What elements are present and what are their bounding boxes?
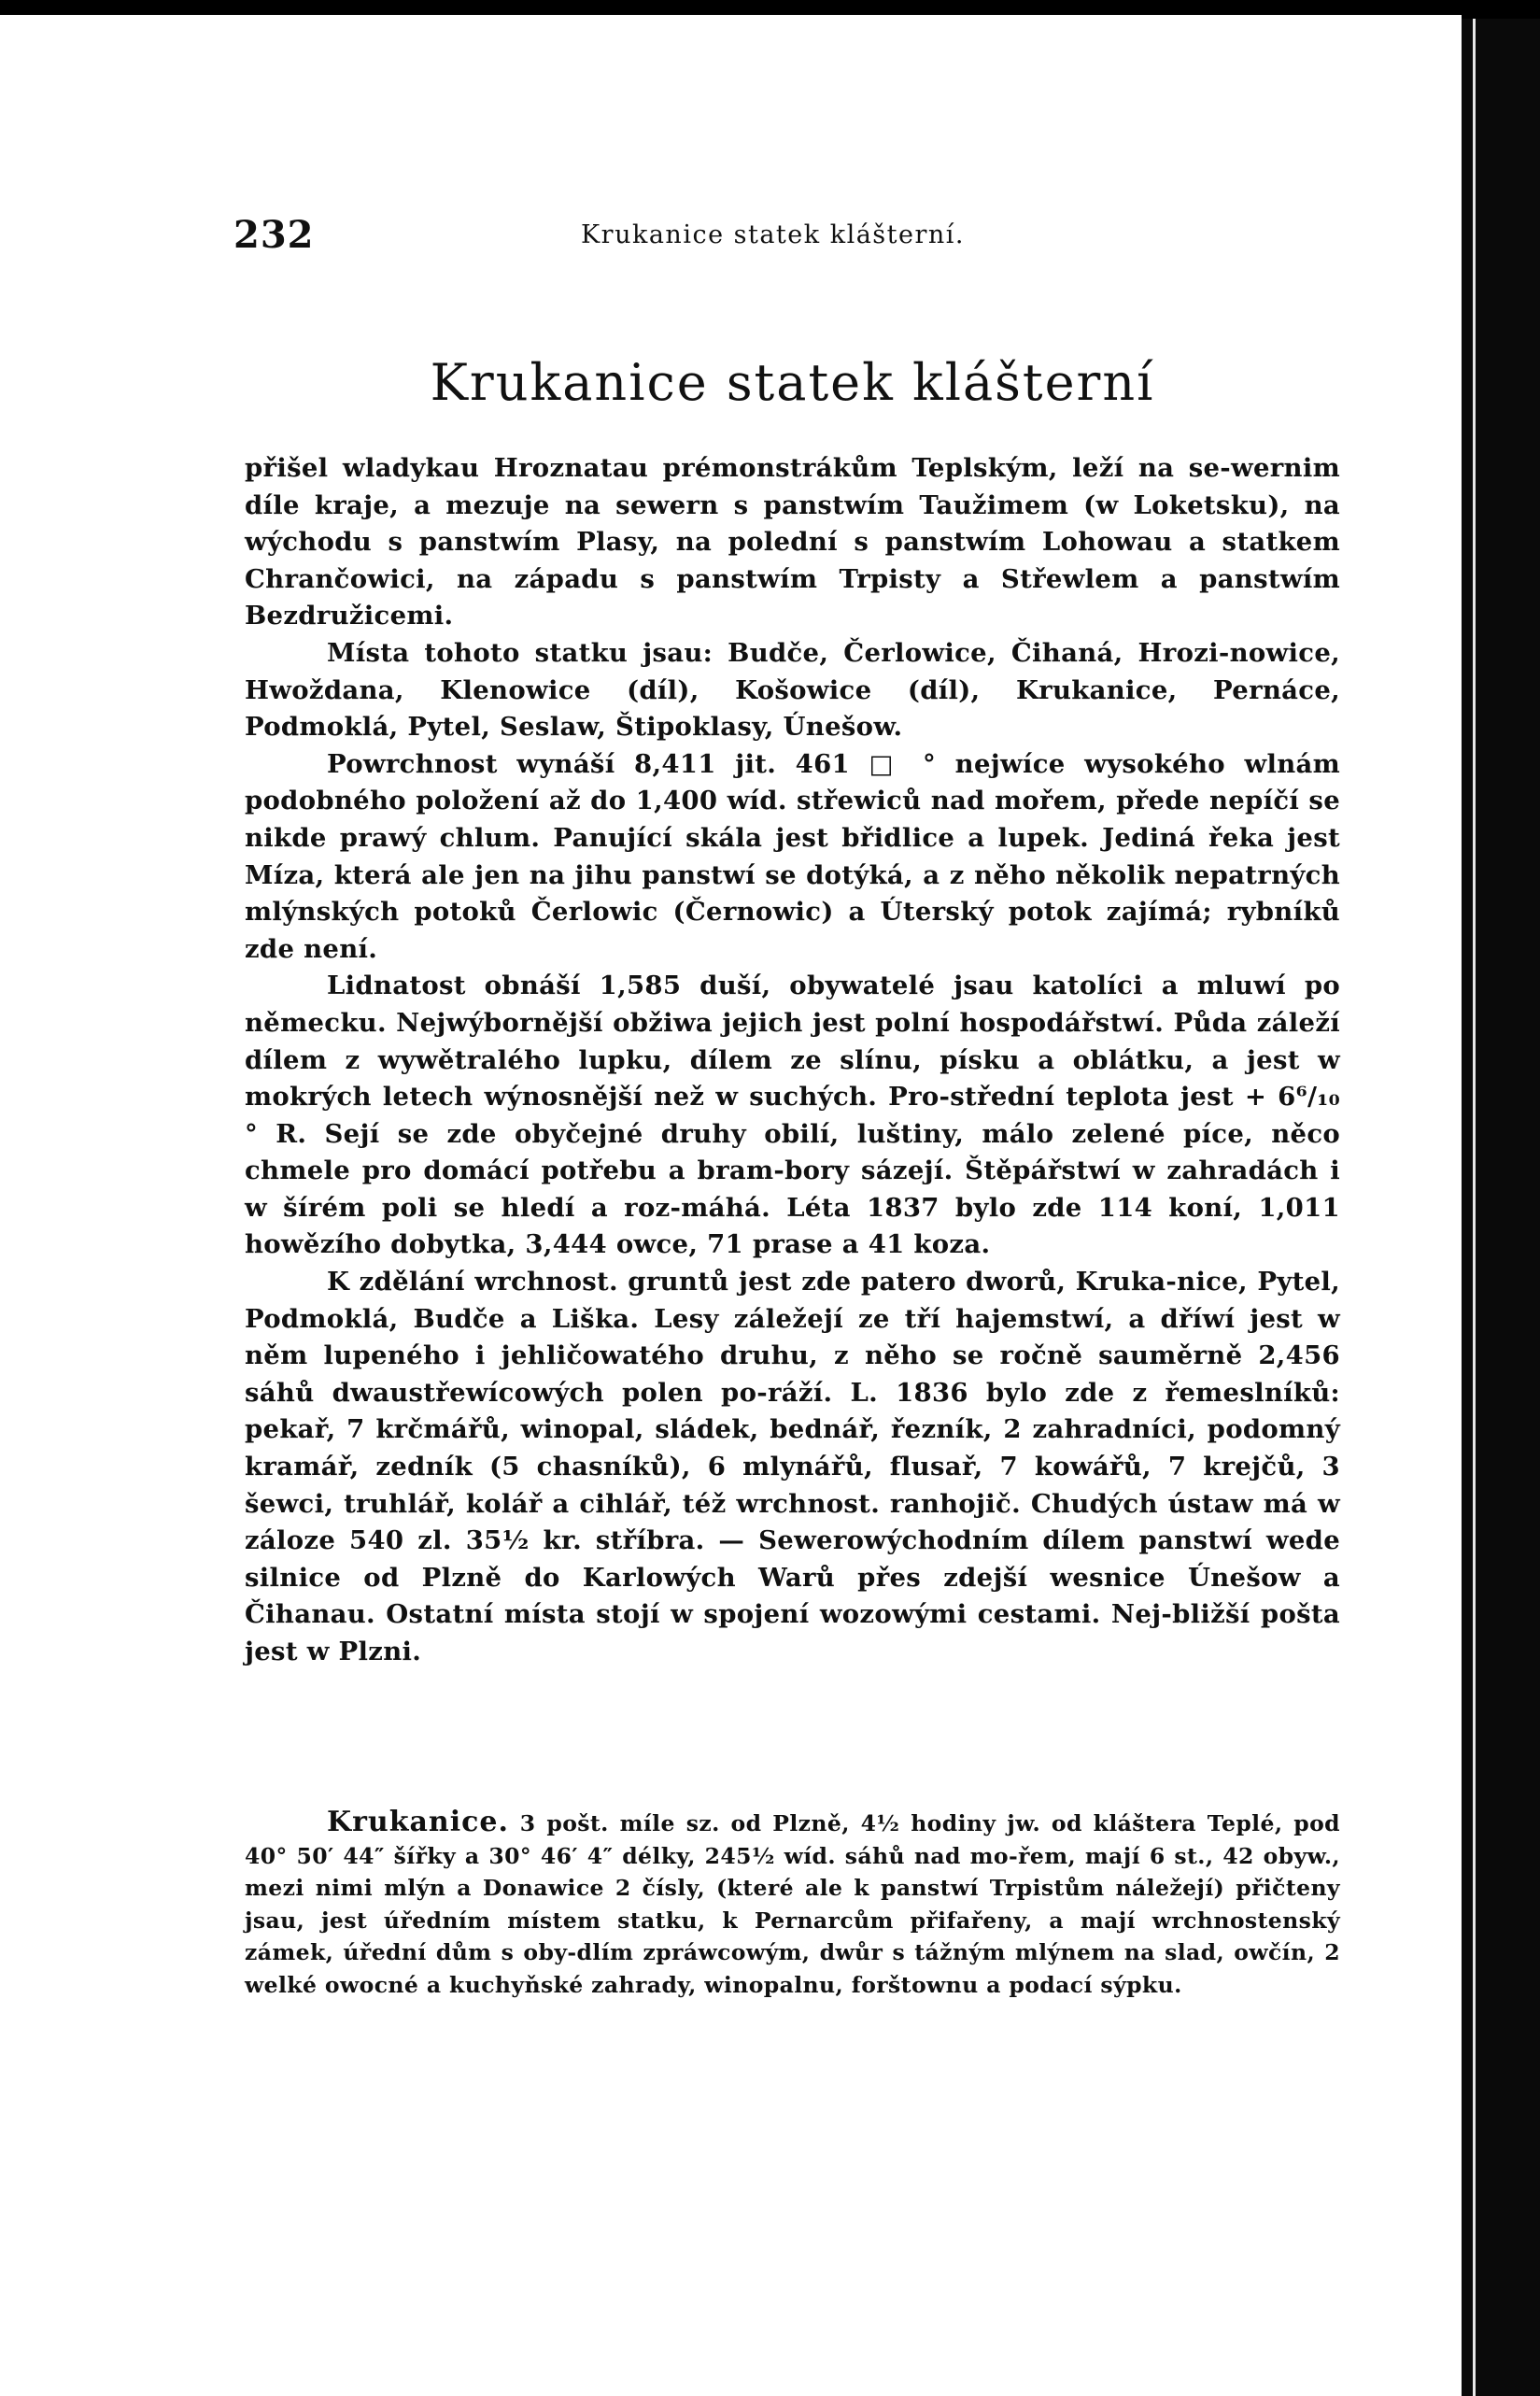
book-page xyxy=(0,15,1462,2396)
next-page-edge xyxy=(1473,19,1476,2396)
page-number: 232 xyxy=(233,213,315,257)
paragraph-boundaries: přišel wladykau Hroznatau prémonstrákům Teplským, leží na se-wernim díle kraje, a mezuje na sewern s panstwím Taužimem (w Loketsku), na wýchodu s panstwím Plasy, na polední s panstwím Lohowau a statkem Chrančowici, na západu s panstwím Trpisty a Střewlem a panstwím Bezdružicemi. xyxy=(245,453,1340,631)
body-text xyxy=(245,450,1340,1671)
paragraph-economy: K zdělání wrchnost. gruntů jest zde patero dworů, Kruka-nice, Pytel, Podmoklá, Budče a Liška. Lesy záležejí ze tří hajemstwí, a dříwí jest w něm lupeného i jehličowatého druhu, z něho se ročně sauměrně 2,456 sáhů dwaustřewícowých polen po-ráží. L. 1836 bylo zde z řemeslníků: pekař, 7 krčmářů, winopal, sládek, bednář, řezník, 2 zahradníci, podomný kramář, zedník (5 chasníků), 6 mlynářů, flusař, 7 kowářů, 7 krejčů, 3 šewci, truhlář, kolář a cihlář, též wrchnost. ranhojič. Chudých ústaw má w záloze 540 zl. 35½ kr. stříbra. — Sewerowýchodním dílem panstwí wede silnice od Plzně do Karlowých Warů přes zdejší wesnice Únešow a Čihanau. Ostatní místa stojí w spojení wozowými cestami. Nej-bližší pošta jest w Plzni. xyxy=(245,1267,1340,1666)
place-entry xyxy=(245,1807,1340,2001)
paragraph-population: Lidnatost obnáší 1,585 duší, obywatelé jsau katolíci a mluwí po německu. Nejwýbornější obžiwa jejich jest polní hospodářstwí. Půda záleží dílem z wywětralého lupku, dílem ze slínu, písku a oblátku, a jest w mokrých letech wýnosnější než w suchých. Pro-střední teplota jest + 6⁶/₁₀ ° R. Sejí se zde obyčejné druhy obilí, luštiny, málo zelené píce, něco chmele pro domácí potřebu a bram-bory sázejí. Štěpářstwí w zahradách i w šírém poli se hledí a roz-máhá. Léta 1837 bylo zde 114 koní, 1,011 howězího dobytka, 3,444 owce, 71 prase a 41 koza. xyxy=(245,971,1340,1260)
scan-edge xyxy=(1462,19,1540,2396)
running-title: Krukanice statek klášterní. xyxy=(581,220,965,249)
chapter-title: Krukanice statek klášterní xyxy=(430,353,1155,412)
paragraph-places: Místa tohoto statku jsau: Budče, Čerlowice, Čihaná, Hrozi-nowice, Hwoždana, Klenowice (díl), Košowice (díl), Krukanice, Pernáce, Podmoklá, Pytel, Seslaw, Štipoklasy, Únešow. xyxy=(245,637,1340,743)
paragraph-surface: Powrchnost wynáší 8,411 jit. 461 □ ° nejwíce wysokého wlnám podobného položení až do 1,400 wíd. střewiců nad mořem, přede nepíčí se nikde prawý chlum. Panující skála jest břidlice a lupek. Jediná řeka jest Míza, která ale jen na jihu panstwí se dotýká, a z něho několik nepatrných mlýnských potoků Čerlowic (Černowic) a Úterský potok zajímá; rybníků zde není. xyxy=(245,748,1340,964)
entry-lemma: Krukanice. xyxy=(327,1806,509,1838)
running-head xyxy=(233,213,1340,269)
entry-text: 3 pošt. míle sz. od Plzně, 4½ hodiny jw. od kláštera Teplé, pod 40° 50′ 44″ šířky a 30° 46′ 4″ délky, 245½ wíd. sáhů nad mo-řem, mají 6 st., 42 obyw., mezi nimi mlýn a Donawice 2 čísly, (které ale k panstwí Trpistům náležejí) přičteny jsau, jest úředním místem statku, k Pernarcům přifařeny, a mají wrchnostenský zámek, úřední dům s oby-dlím zpráwcowým, dwůr s tážným mlýnem na slad, owčín, 2 welké owocné a kuchyňské zahrady, winopalnu, forštownu a podací sýpku. xyxy=(245,1810,1340,1998)
